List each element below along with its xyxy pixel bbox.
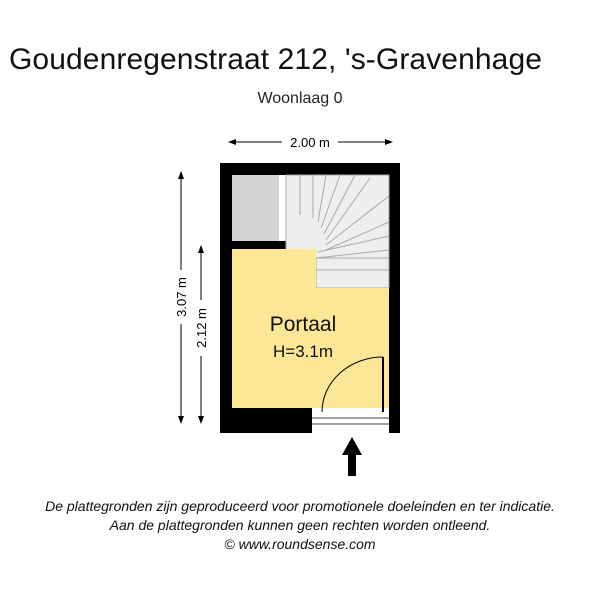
entrance-opening: [312, 408, 389, 433]
disclaimer-line-1: De plattegronden zijn geproduceerd voor promotionele doeleinden en ter indicatie.: [45, 498, 555, 514]
dimension-height-inner-label: 2.12 m: [194, 308, 209, 348]
floor-label: Woonlaag 0: [257, 90, 343, 107]
dimension-height-outer-label: 3.07 m: [174, 277, 189, 317]
room-name: Portaal: [269, 313, 337, 336]
disclaimer-line-2: Aan de plattegronden kunnen geen rechten worden ontleend.: [109, 517, 491, 533]
address-title: Goudenregenstraat 212, 's-Gravenhage: [9, 43, 543, 76]
dimension-width-label: 2.00 m: [290, 135, 330, 150]
disclaimer: [0, 497, 600, 554]
dimension-height-outer: [173, 175, 189, 420]
room-height: H=3.1m: [273, 342, 333, 361]
copyright-line: © www.roundsense.com: [224, 536, 376, 552]
dimension-height-inner: [193, 249, 209, 420]
partition-wall: [232, 241, 286, 249]
entrance-arrow-icon: [342, 437, 362, 476]
dimension-width: [232, 134, 389, 150]
storage-block: [232, 175, 279, 241]
